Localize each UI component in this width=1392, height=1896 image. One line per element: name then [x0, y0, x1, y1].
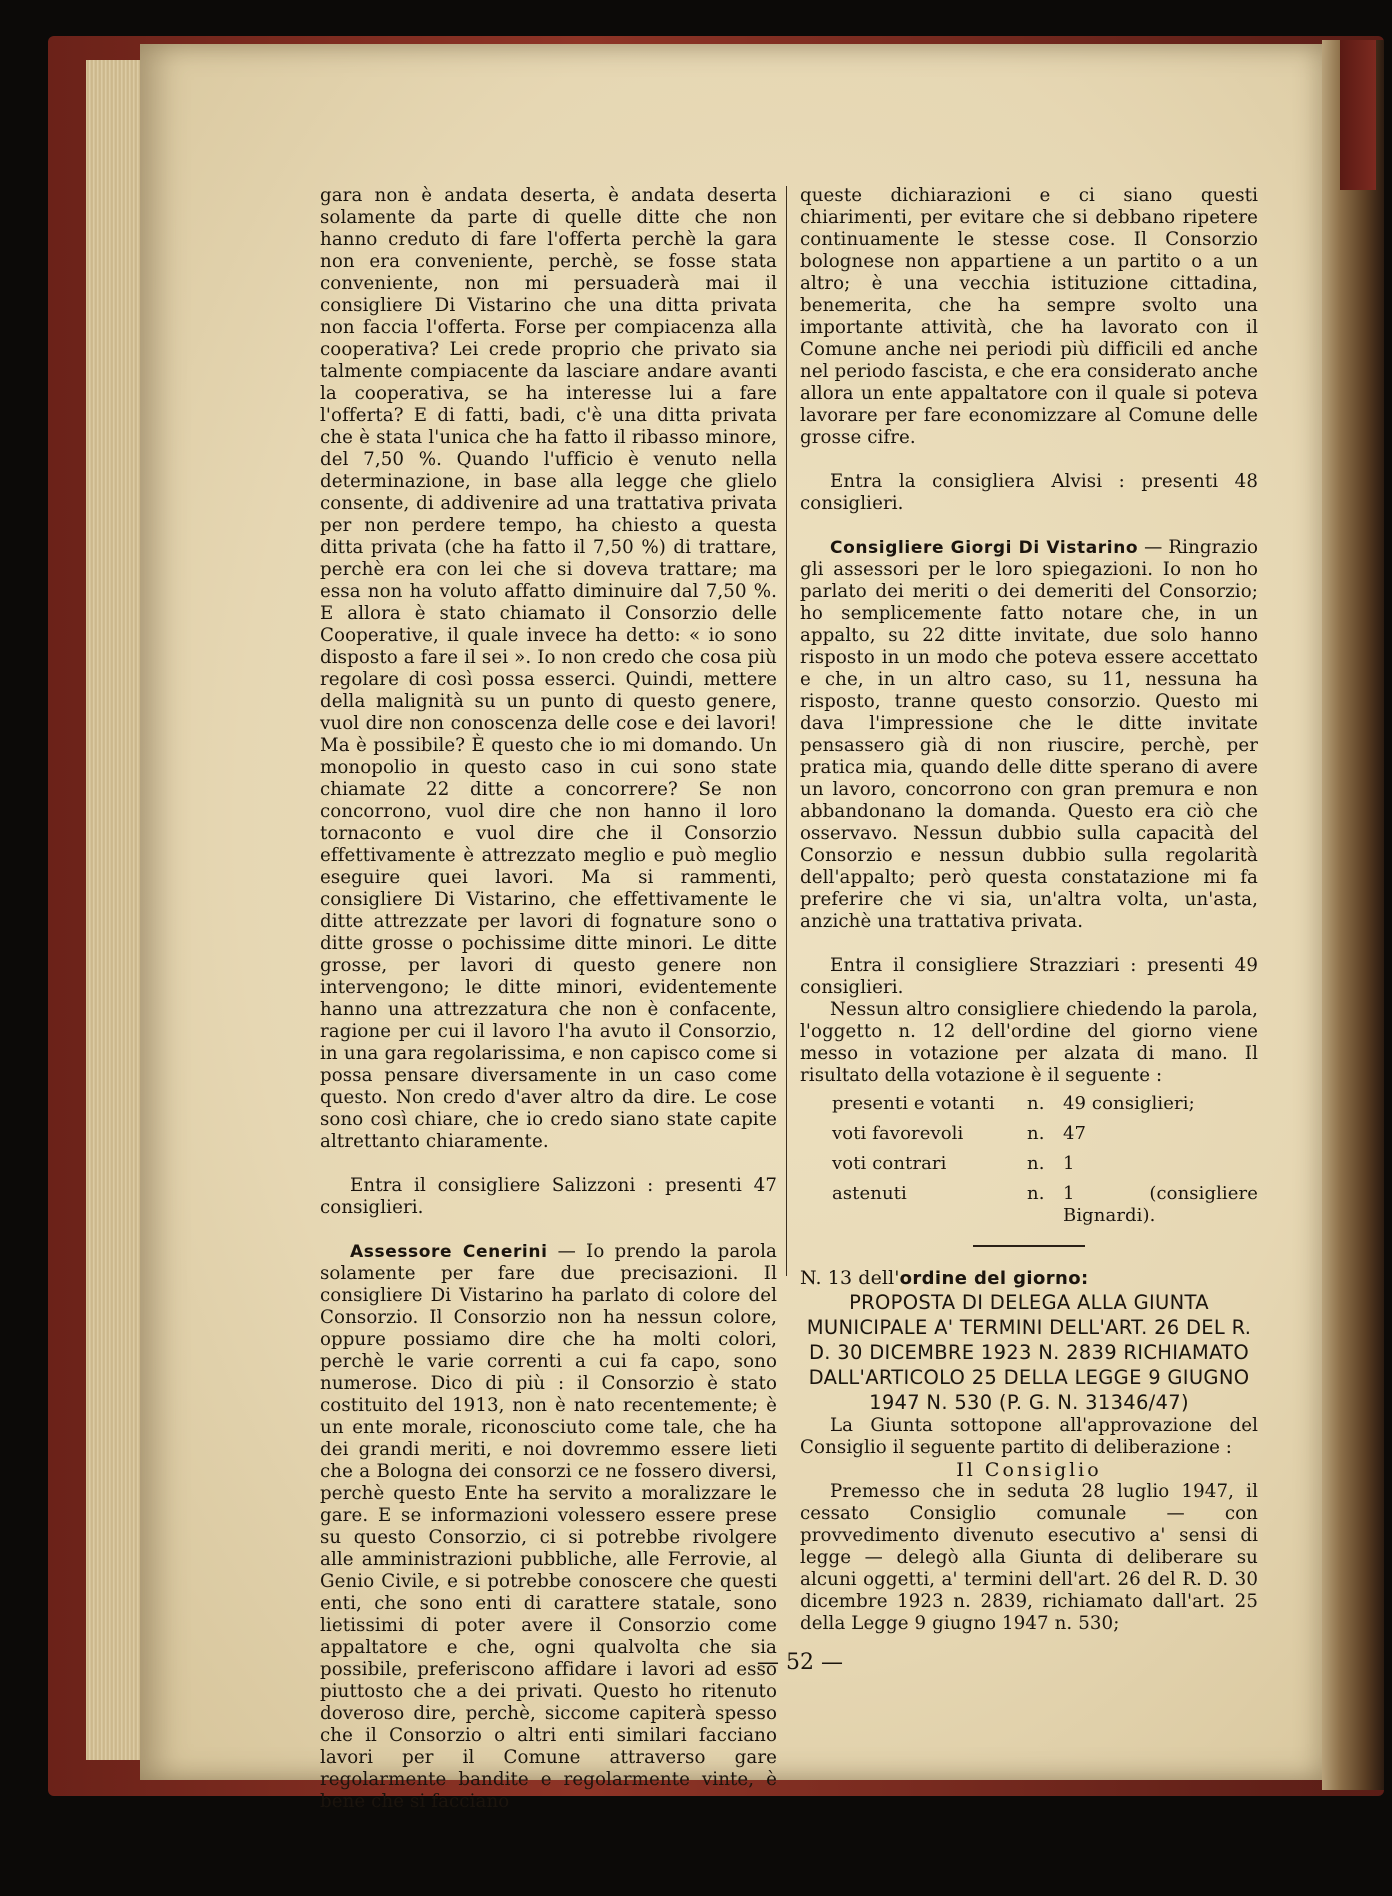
vote-results-table	[800, 1093, 1258, 1227]
vote-row	[800, 1183, 1258, 1227]
page-number: — 52 —	[757, 1650, 843, 1675]
vote-n: n.	[1027, 1093, 1045, 1114]
vote-row	[800, 1123, 1258, 1153]
proposal-title: PROPOSTA DI DELEGA ALLA GIUNTA MUNICIPALE A' TERMINI DELL'ART. 26 DEL R. D. 30 DICEMBRE 1923 N. 2839 RICHIAMATO DALL'ARTICOLO 25 DELLA LEGGE 9 GIUGNO 1947 N. 530 (P. G. N. 31346/47)	[806, 1291, 1252, 1414]
paragraph: queste dichiarazioni e ci siano questi chiarimenti, per evitare che si debbano ripetere continuamente le stesse cose. Il Consorzio bolognese non appartiene a un partito o a un altro; è una vecchia istituzione cittadina, benemerita, che ha sempre svolto una importante attività, che ha lavorato con il Comune anche nei periodi più difficili ed anche nel periodo fascista, e che era considerato anche allora un ente appaltatore con il quale si poteva lavorare per fare economizzare al Comune delle grosse cifre.	[800, 185, 1258, 448]
speaker-name: Consigliere Giorgi Di Vistarino	[830, 538, 1139, 558]
section-heading: Il Consiglio	[956, 1459, 1102, 1481]
speaker-name: Assessore Cenerini	[350, 1242, 548, 1262]
column-divider	[786, 186, 787, 1276]
vote-value: 47	[1063, 1123, 1087, 1144]
vote-value: 1	[1063, 1153, 1075, 1174]
vote-value: 49 consiglieri;	[1063, 1093, 1195, 1114]
agenda-item-heading	[800, 1267, 1258, 1290]
speech-paragraph	[320, 1241, 777, 1813]
vote-n: n.	[1027, 1153, 1045, 1174]
vote-n: n.	[1027, 1183, 1045, 1204]
vote-row	[800, 1093, 1258, 1123]
vote-label: voti favorevoli	[832, 1123, 964, 1144]
left-column	[320, 185, 777, 1813]
vote-label: astenuti	[832, 1183, 907, 1204]
vote-row	[800, 1153, 1258, 1183]
vote-label: presenti e votanti	[832, 1093, 995, 1114]
paragraph: Entra la consigliera Alvisi : presenti 48 consiglieri.	[800, 471, 1258, 514]
paragraph: Entra il consigliere Salizzoni : presenti 47 consiglieri.	[320, 1175, 777, 1218]
vote-n: n.	[1027, 1123, 1045, 1144]
right-column	[800, 185, 1258, 1635]
agenda-bold: ordine del giorno:	[899, 1268, 1089, 1289]
section-rule	[973, 1245, 1085, 1247]
agenda-prefix: N. 13 dell'	[800, 1267, 900, 1289]
ribbon-marker	[1340, 40, 1376, 190]
book-spine-edge	[1322, 40, 1384, 1790]
vote-label: voti contrari	[832, 1153, 947, 1174]
paragraph: La Giunta sottopone all'approvazione del Consiglio il seguente partito di deliberazione :	[800, 1415, 1258, 1458]
paragraph: Premesso che in seduta 28 luglio 1947, il cessato Consiglio comunale — con provvedimento divenuto esecutivo a' sensi di legge — delegò alla Giunta di deliberare su alcuni oggetti, a' termini dell'art. 26 del R. D. 30 dicembre 1923 n. 2839, richiamato dall'art. 25 della Legge 9 giugno 1947 n. 530;	[800, 1481, 1258, 1634]
speech-text: — Io prendo la parola solamente per fare due precisazioni. Il consigliere Di Vistarino ha parlato di colore del Consorzio. Il Consorzio non ha nessun colore, oppure possiamo dire che ha molti colori, perchè le varie correnti a cui fa capo, sono numerose. Dico di più : il Consorzio è stato costituito del 1913, non è nato recentemente; è un ente morale, riconosciuto come tale, che ha dei grandi meriti, e noi dovremmo essere lieti che a Bologna dei consorzi ce ne fossero diversi, perchè questo Ente ha servito a moralizzare le gare. E se informazioni volessero essere prese su questo Consorzio, ci si potrebbe rivolgere alle amministrazioni pubbliche, alle Ferrovie, al Genio Civile, e si potrebbe conoscere che questi enti, che sono enti di carattere statale, sono lietissimi di poter avere il Consorzio come appaltatore e che, ogni qualvolta che sia possibile, preferiscono affidare i lavori ad esso piuttosto che a dei privati. Questo ho ritenuto doveroso dire, perchè, siccome capiterà spesso che il Consorzio o altri enti similari facciano lavori per il Comune attraverso gare regolarmente bandite e regolarmente vinte, è bene che si facciano	[320, 1241, 777, 1812]
paragraph: Entra il consigliere Strazziari : presenti 49 consiglieri.	[800, 955, 1258, 998]
paragraph: gara non è andata deserta, è andata deserta solamente da parte di quelle ditte che non hanno creduto di fare l'offerta perchè la gara non era conveniente, perchè, se fosse stata conveniente, non mi persuaderà mai il consigliere Di Vistarino che una ditta privata non faccia l'offerta. Forse per compiacenza alla cooperativa? Lei crede proprio che privato sia talmente compiacente da lasciare andare avanti la cooperativa, se ha interesse lui a fare l'offerta? E di fatti, badi, c'è una ditta privata che è stata l'unica che ha fatto il ribasso minore, del 7,50 %. Quando l'ufficio è venuto nella determinazione, in base alla legge che glielo consente, di addivenire ad una trattativa privata per non perdere tempo, ha chiesto a questa ditta privata (che ha fatto il 7,50 %) di trattare, perchè era con lei che si doveva trattare; ma essa non ha voluto affatto diminuire dal 7,50 %. E allora è stato chiamato il Consorzio delle Cooperative, il quale invece ha detto: « io sono disposto a fare il sei ». Io non credo che cosa più regolare di così possa esserci. Quindi, mettere della malignità su un punto di questo genere, vuol dire non conoscenza delle cose e dei lavori! Ma è possibile? È questo che io mi domando. Un monopolio in questo caso in cui sono state chiamate 22 ditte a concorrere? Se non concorrono, vuol dire che non hanno il loro tornaconto e vuol dire che il Consorzio effettivamente è attrezzato meglio e può meglio eseguire quei lavori. Ma si rammenti, consigliere Di Vistarino, che effettivamente le ditte attrezzate per lavori di fognature sono o ditte grosse o pochissime ditte minori. Le ditte grosse, per lavori di questo genere non intervengono; le ditte minori, evidentemente hanno una attrezzatura che non è confacente, ragione per cui il lavoro l'ha avuto il Consorzio, in una gara regolarissima, e non capisco come si possa pensare diversamente in un caso come questo. Non credo d'aver altro da dire. Le cose sono così chiare, che io credo siano state capite altrettanto chiaramente.	[320, 185, 777, 1152]
speech-paragraph	[800, 537, 1258, 933]
vote-value: 1 (consigliere Bignardi).	[1063, 1183, 1258, 1226]
speech-text: — Ringrazio gli assessori per le loro spiegazioni. Io non ho parlato dei meriti o dei demeriti del Consorzio; ho semplicemente fatto notare che, in un appalto, su 22 ditte invitate, due solo hanno risposto in un modo che poteva essere accettato e che, in un altro caso, su 11, nessuna ha risposto, tranne questo consorzio. Questo mi dava l'impressione che le ditte invitate pensassero già di non riuscire, perchè, per pratica mia, quando delle ditte sperano di avere un lavoro, concorrono con gran premura e non abbandonano la domanda. Questo era ciò che osservavo. Nessun dubbio sulla capacità del Consorzio e nessun dubbio sulla regolarità dell'appalto; però questa constatazione mi fa preferire che vi sia, un'altra volta, un'asta, anzichè una trattativa privata.	[800, 537, 1259, 932]
paragraph: Nessun altro consigliere chiedendo la parola, l'oggetto n. 12 dell'ordine del giorno viene messo in votazione per alzata di mano. Il risultato della votazione è il seguente :	[800, 999, 1258, 1086]
